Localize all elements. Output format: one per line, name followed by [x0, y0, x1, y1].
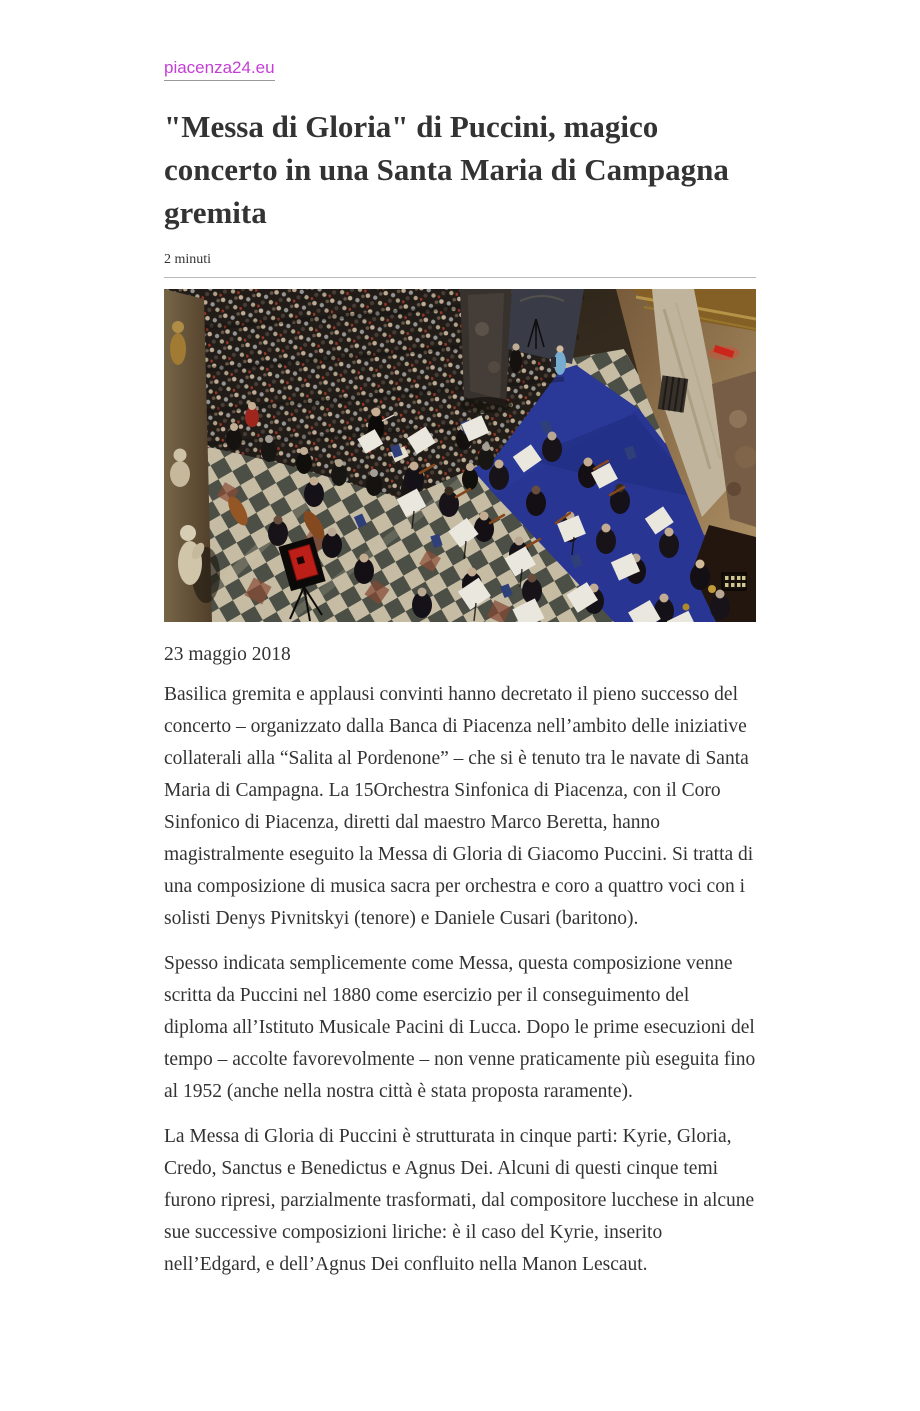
article-title: "Messa di Gloria" di Puccini, magico concerto in una Santa Maria di Campagna gremita — [164, 109, 729, 230]
reader-article — [164, 0, 756, 1294]
concert-photo-illustration — [164, 289, 756, 622]
article-paragraph-3: La Messa di Gloria di Puccini è strutturata in cinque parti: Kyrie, Gloria, Credo, Sanctus e Benedictus e Agnus Dei. Alcuni di questi cinque temi furono ripresi, parzialmente trasformati, dal compositore lucchese in alcune sue successive composizioni liriche: è il caso del Kyrie, inserito nell’Edgard, e dell’Agnus Dei confluito nella Manon Lescaut. — [164, 1126, 755, 1276]
reading-time: 2 minuti — [164, 252, 212, 268]
article-hero-image — [164, 289, 756, 622]
article-paragraph-2: Spesso indicata semplicemente come Messa, questa composizione venne scritta da Puccini nel 1880 come esercizio per il conseguimento del diploma all’Istituto Musicale Pacini di Lucca. Dopo le prime esecuzioni del tempo – accolte favorevolmente – non venne praticamente più eseguita fino al 1952 (anche nella nostra città è stata proposta raramente). — [164, 953, 756, 1103]
article-paragraph-1: Basilica gremita e applausi convinti hanno decretato il pieno successo del concerto – organizzato dalla Banca di Piacenza nell’ambito delle iniziative collaterali alla “Salita al Pordenone” – che si è tenuto tra le navate di Santa Maria di Campagna. La 15Orchestra Sinfonica di Piacenza, con il Coro Sinfonico di Piacenza, diretti dal maestro Marco Beretta, hanno magistralmente eseguito la Messa di Gloria di Giacomo Puccini. Si tratta di una composizione di musica sacra per orchestra e coro a quattro voci con i solisti Denys Pivnitskyi (tenore) e Daniele Cusari (baritono). — [164, 684, 754, 930]
domain-link[interactable]: piacenza24.eu — [164, 58, 275, 81]
article-date: 23 maggio 2018 — [164, 644, 291, 666]
header-divider — [164, 277, 756, 278]
